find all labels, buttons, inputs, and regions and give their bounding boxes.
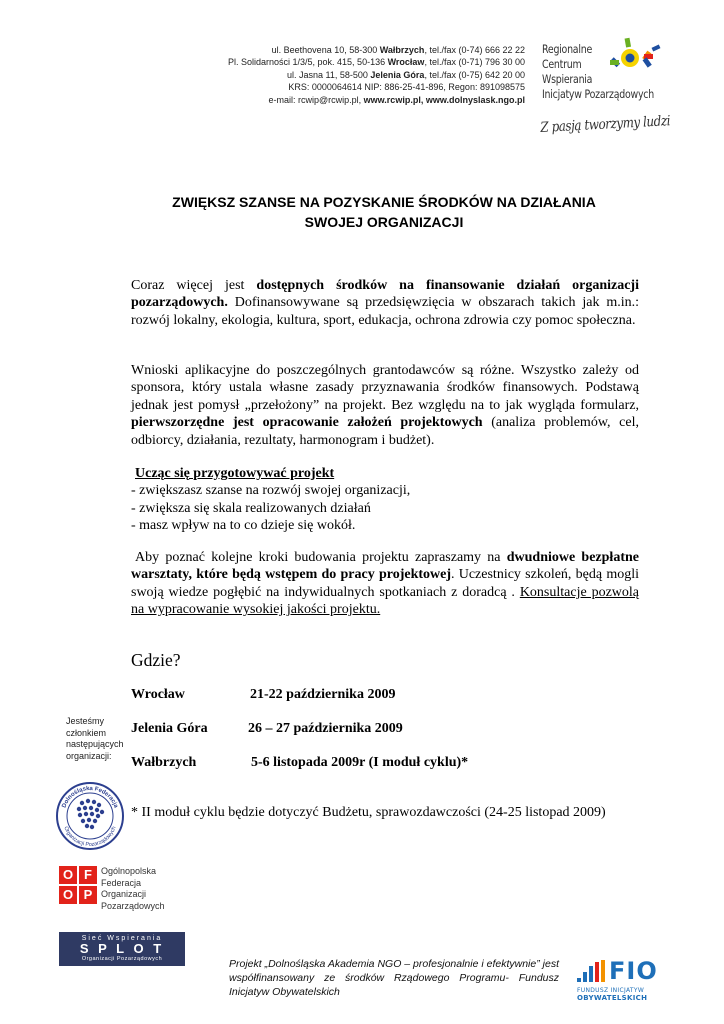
where-heading: Gdzie?	[131, 650, 181, 670]
project-footer: Projekt „Dolnośląska Akademia NGO – profesjonalnie i efektywnie” jest współfinansowany ze środków Rządowego Programu- Fundusz Inicjatyw Obywatelskich	[229, 958, 559, 998]
registration-numbers: KRS: 0000064614 NIP: 886-25-41-896, Regon: 891098575	[288, 82, 525, 93]
location-date: 5-6 listopada 2009r (I moduł cyklu)*	[251, 755, 469, 770]
federation-seal-logo	[55, 781, 125, 851]
address-walbrzych: ul. Beethovena 10, 58-300 Wałbrzych, tel./fax (0-74) 666 22 22	[271, 45, 525, 55]
rcwip-motto: Z pasją tworzymy ludzi	[540, 113, 671, 136]
intro-paragraph: Coraz więcej jest dostępnych środków na finansowanie działań organizacji pozarządowych. Dofinansowywane są przedsięwzięcia w obszarach takich jak m.in.: rozwój lokalny, ekologia, kultura, sport, edukacja, ochrona zdrowia czy pomoc społeczna.	[131, 278, 639, 328]
benefits-list	[131, 465, 639, 535]
contact-header	[150, 44, 525, 106]
location-city: Jelenia Góra	[131, 721, 208, 736]
document-title: ZWIĘKSZ SZANSE NA POZYSKANIE ŚRODKÓW NA DZIAŁANIA SWOJEJ ORGANIZACJI	[172, 194, 596, 230]
email-web: e-mail: rcwip@rcwip.pl, www.rcwip.pl, www.dolnyslask.ngo.pl	[268, 94, 525, 105]
rcwip-logo-text: Regionalne Centrum Wspierania Inicjatyw Pozarządowych	[542, 42, 654, 101]
fio-line2: OBYWATELSKICH	[577, 994, 648, 1002]
ofop-letter: P	[79, 886, 97, 904]
applications-paragraph: Wnioski aplikacyjne do poszczególnych grantodawców są różne. Wszystko zależy od sponsora, który ustala własne zasady przyznawania środków finansowych. Podstawą jednak jest pomysł „przełożony” na projekt. Bez względu na to jak wygląda formularz, pierwszorzędne jest opracowanie założeń projektowych (analiza problemów, cel, odbiorcy, działania, rezultaty, harmonogram i budżet).	[131, 363, 639, 448]
splot-main: S P L O T	[79, 941, 165, 956]
splot-logo	[59, 932, 185, 966]
address-jelenia-gora: ul. Jasna 11, 58-500 Jelenia Góra, tel./fax (0-75) 642 20 00	[287, 69, 525, 80]
fio-logo	[575, 958, 657, 1004]
sun-icon	[604, 34, 664, 80]
footnote: * II moduł cyklu będzie dotyczyć Budżetu, sprawozdawczości (24-25 listopad 2009)	[131, 805, 606, 820]
ofop-letter: O	[59, 866, 77, 884]
address-wroclaw: Pl. Solidarności 1/3/5, pok. 415, 50-136 Wrocław, tel./fax (0-71) 796 30 00	[227, 57, 525, 68]
membership-label: Jesteśmy członkiem następujących organizacji:	[66, 716, 124, 761]
fio-line1: FUNDUSZ INICJATYW	[577, 987, 645, 994]
location-city: Wałbrzych	[131, 755, 197, 770]
fio-dots-icon	[575, 958, 607, 986]
federation-seal-icon	[55, 781, 125, 851]
location-city: Wrocław	[131, 687, 185, 702]
location-date: 26 – 27 października 2009	[248, 721, 403, 736]
benefits-heading: Ucząc się przygotowywać projekt	[135, 466, 335, 481]
seal-ring-bottom: Organizacji Pozarządowych	[62, 825, 118, 849]
ofop-letter: O	[59, 886, 77, 904]
benefit-item: - masz wpływ na to co dzieje się wokół.	[131, 518, 356, 534]
fio-mark: FIO	[609, 957, 658, 985]
rcwip-logo	[538, 32, 664, 114]
benefit-item: - zwiększa się skala realizowanych działań	[131, 500, 371, 516]
splot-bottom: Organizacji Pozarządowych	[81, 956, 163, 962]
ofop-name: Ogólnopolska Federacja Organizacji Pozarządowych	[101, 866, 165, 911]
seal-ring-top: Dolnośląska Federacja	[61, 785, 119, 809]
benefit-item: - zwiększasz szanse na rozwój swojej organizacji,	[131, 483, 411, 499]
splot-top: Sieć Wspierania	[81, 935, 163, 942]
location-date: 21-22 października 2009	[250, 687, 396, 702]
ofop-letter: F	[79, 866, 97, 884]
workshops-paragraph: Aby poznać kolejne kroki budowania projektu zapraszamy na dwudniowe bezpłatne warsztaty, które będą wstępem do pracy projektowej. Uczestnicy szkoleń, będą mogli swoją wiedze pogłębić na indywidualnych spotkaniach z doradcą . Konsultacje pozwolą na wypracowanie wysokiej jakości projektu.	[131, 550, 639, 618]
